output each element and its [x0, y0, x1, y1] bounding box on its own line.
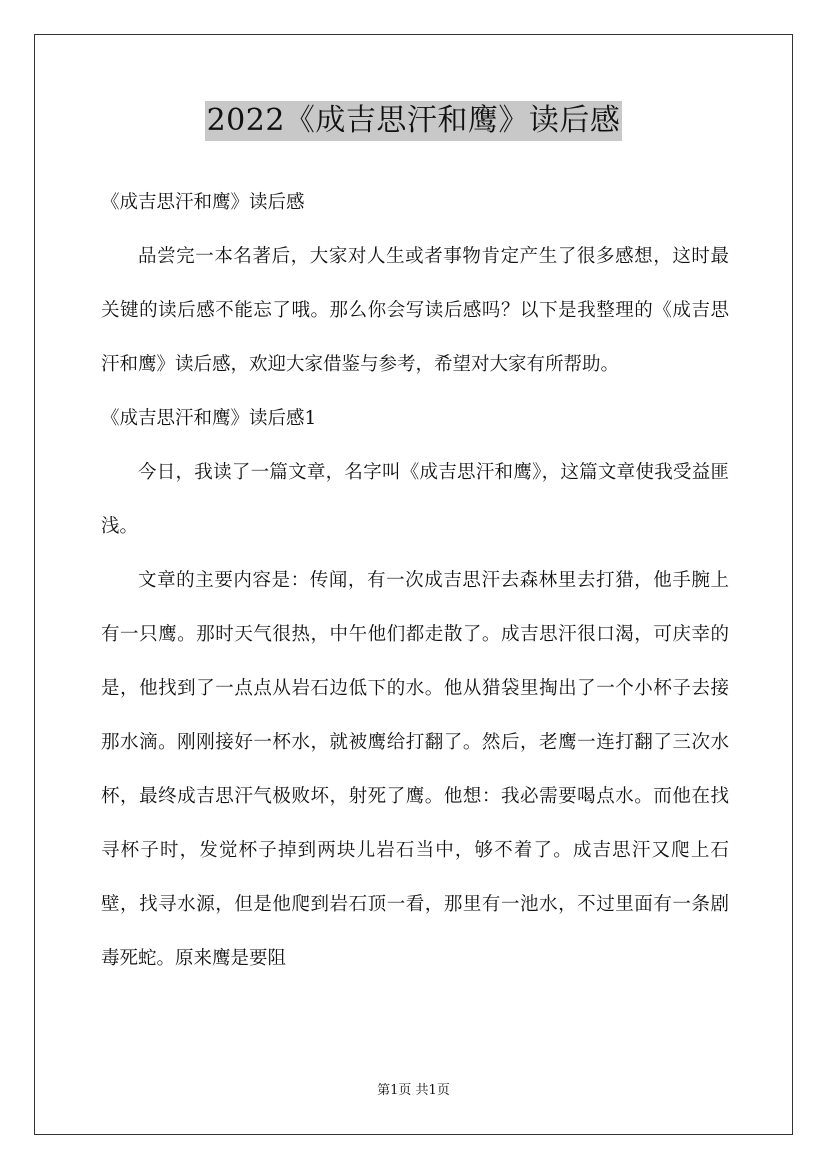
page-number: 第1页 共1页 — [377, 1083, 450, 1098]
body-paragraph: 今日，我读了一篇文章，名字叫《成吉思汗和鹰》，这篇文章使我受益匪浅。 — [101, 462, 729, 537]
section-heading: 《成吉思汗和鹰》读后感1 — [101, 408, 317, 429]
body-paragraph: 品尝完一本名著后，大家对人生或者事物肯定产生了很多感想，这时最关键的读后感不能忘了哦。那么你会写读后感吗？以下是我整理的《成吉思汗和鹰》读后感，欢迎大家借鉴与参考，希望对大家有所帮助。 — [101, 246, 729, 375]
document-title: 2022《成吉思汗和鹰》读后感 — [205, 101, 623, 141]
section-heading: 《成吉思汗和鹰》读后感 — [101, 192, 305, 213]
page-footer — [0, 1082, 827, 1100]
document-body — [101, 176, 729, 986]
body-paragraph: 文章的主要内容是：传闻，有一次成吉思汗去森林里去打猎，他手腕上有一只鹰。那时天气很热，中午他们都走散了。成吉思汗很口渴，可庆幸的是，他找到了一点点从岩石边低下的水。他从猎袋里掏出了一个小杯子去接那水滴。刚刚接好一杯水，就被鹰给打翻了。然后，老鹰一连打翻了三次水杯，最终成吉思汗气极败坏，射死了鹰。他想：我必需要喝点水。而他在找寻杯子时，发觉杯子掉到两块儿岩石当中，够不着了。成吉思汗又爬上石壁，找寻水源，但是他爬到岩石顶一看，那里有一池水，不过里面有一条剧毒死蛇。原来鹰是要阻 — [101, 570, 729, 969]
title-container — [0, 101, 827, 141]
